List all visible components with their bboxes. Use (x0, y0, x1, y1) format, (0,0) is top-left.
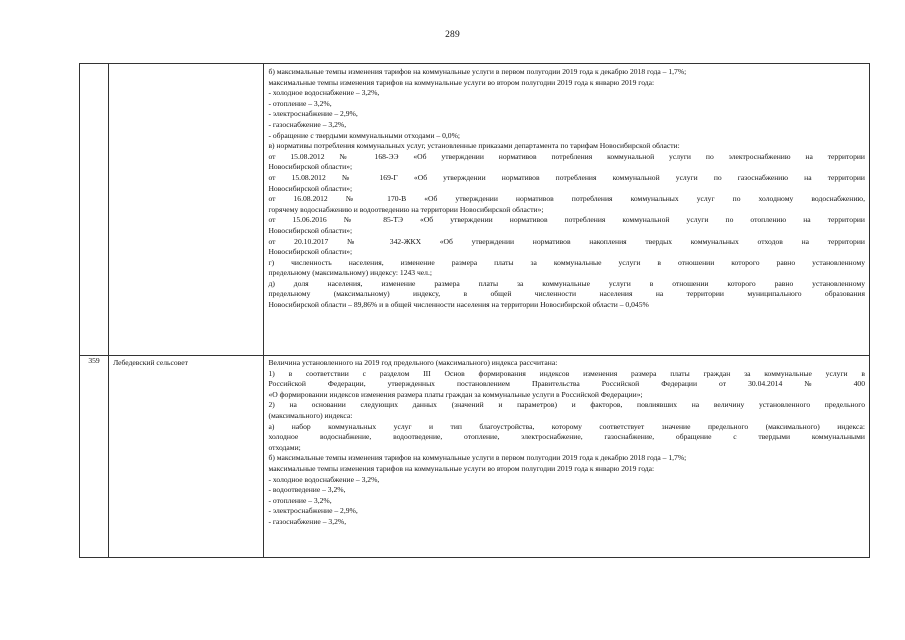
text-line: максимальные темпы изменения тарифов на коммунальные услуги во втором полугодии 2019 года к январю 2019 года: (268, 463, 655, 473)
text-line: Новосибирской области – 89,86% и в общей численности населения на территории Новосибирской области – 0,045% (268, 300, 649, 310)
text-line: - газоснабжение – 3,2%, (268, 119, 347, 129)
text-line: Величина установленного на 2019 год предельного (максимального) индекса рассчитана: (268, 358, 558, 367)
text-line: - водоотведение – 3,2%, (268, 485, 346, 495)
text-line: 2) на основании следующих данных (значений и параметров) и факторов, повлиявших на величину установленного предельного (268, 400, 865, 410)
text-line: - холодное водоснабжение – 3,2%, (268, 474, 380, 484)
text-line: от 15.08.2012 № 169-Г «Об утверждении нормативов потребления коммунальной услуги по газоснабжению на территории (268, 172, 865, 182)
text-line: от 16.08.2012 № 170-В «Об утверждении нормативов потребления коммунальных услуг по холодному водоснабжению, (268, 194, 865, 204)
municipality-name (109, 64, 264, 356)
text-line: от 15.08.2012 № 168-ЭЭ «Об утверждении нормативов потребления коммунальной услуги по электроснабжению на территории (268, 151, 865, 161)
municipality-name: Лебедевский сельсовет (109, 356, 264, 558)
text-line: Российской Федерации, утвержденных постановлением Правительства Российской Федерации от 30.04.2014 № 400 (268, 379, 865, 389)
text-line: - отопление – 3,2%, (268, 98, 332, 108)
text-line: (максимального) индекса: (268, 410, 353, 420)
text-line: предельному (максимальному) индексу: 1243 чел.; (268, 268, 432, 278)
text-line: б) максимальные темпы изменения тарифов на коммунальные услуги в первом полугодии 2019 года к декабрю 2018 года – 1,7%; (268, 67, 687, 76)
text-line: предельному (максимальному) индексу, в общей численности населения на территории муниципального образования (268, 289, 865, 299)
text-line: - отопление – 3,2%, (268, 495, 332, 505)
text-line: «О формировании индексов изменения размера платы граждан за коммунальные услуги в Российской Федерации»; (268, 389, 643, 399)
text-line: от 20.10.2017 № 342-ЖКХ «Об утверждении нормативов накопления твердых коммунальных отходов на территории (268, 236, 865, 246)
text-line: Новосибирской области»; (268, 247, 353, 257)
text-line: от 15.06.2016 № 85-ТЭ «Об утверждении нормативов потребления коммунальной услуги по отоплению на территории (268, 215, 865, 225)
text-line: Новосибирской области»; (268, 225, 353, 235)
text-line: в) нормативы потребления коммунальных услуг, установленные приказами департамента по тарифам Новосибирской области: (268, 141, 680, 151)
text-line: холодное водоснабжение, водоотведение, отопление, электроснабжение, газоснабжение, обращение с твердыми коммунальными (268, 432, 865, 442)
text-line: 1) в соответствии с разделом III Основ формирования индексов изменения размера платы граждан за коммунальные услуги в (268, 368, 865, 378)
text-line: - электроснабжение – 2,9%, (268, 109, 358, 119)
row-number (80, 64, 109, 356)
text-line: б) максимальные темпы изменения тарифов на коммунальные услуги в первом полугодии 2019 года к декабрю 2018 года – 1,7%; (268, 453, 687, 463)
text-line: д) доля населения, изменение размера платы за коммунальные услуги в отношении которого равно установленному (268, 278, 865, 288)
tariff-table (79, 63, 870, 558)
text-line: - холодное водоснабжение – 3,2%, (268, 88, 380, 98)
text-line: отходами; (268, 442, 301, 452)
row-number: 359 (80, 356, 109, 558)
text-line: Новосибирской области»; (268, 183, 353, 193)
text-line: - обращение с твердыми коммунальными отходами – 0,0%; (268, 130, 461, 140)
page-number: 289 (445, 30, 460, 40)
row-description (264, 64, 870, 356)
text-line: а) набор коммунальных услуг и тип благоустройства, которому соответствует значение предельного (максимального) индекса: (268, 421, 865, 431)
row-description (264, 356, 870, 558)
text-line: - газоснабжение – 3,2%, (268, 516, 347, 526)
table-row (80, 64, 870, 356)
text-line: - электроснабжение – 2,9%, (268, 506, 358, 516)
text-line: Новосибирской области»; (268, 162, 353, 172)
description-lines (268, 67, 865, 311)
table-row (80, 356, 870, 558)
description-lines (268, 358, 865, 528)
text-line: максимальные темпы изменения тарифов на коммунальные услуги во втором полугодии 2019 года к январю 2019 года: (268, 77, 655, 87)
text-line: г) численность населения, изменение размера платы за коммунальные услуги в отношении которого равно установленному (268, 257, 865, 267)
text-line: горячему водоснабжению и водоотведению на территории Новосибирской области»; (268, 204, 544, 214)
